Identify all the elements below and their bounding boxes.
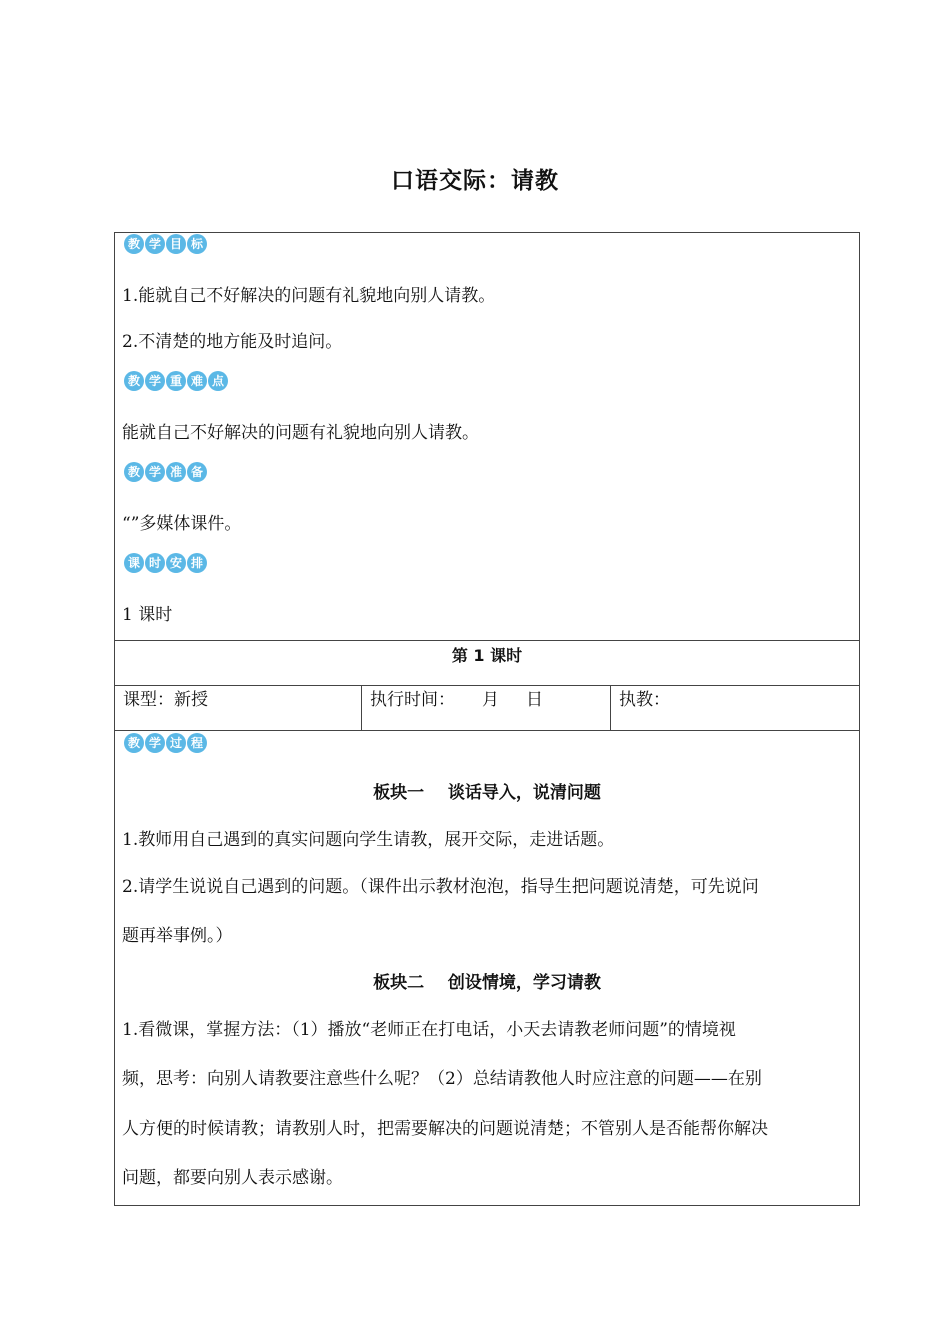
section-badge-schedule (124, 553, 207, 573)
section-badge-prep (124, 462, 207, 482)
badge-char: 教 (124, 733, 144, 753)
schedule-text: 1 课时 (122, 605, 173, 625)
badge-char: 学 (145, 234, 165, 254)
badge-char: 过 (166, 733, 186, 753)
goal-item-2: 2.不清楚的地方能及时追问。 (122, 332, 343, 352)
badge-char: 学 (145, 462, 165, 482)
block1-line-1: 1.教师用自己遇到的真实问题向学生请教，展开交际，走进话题。 (122, 830, 615, 850)
badge-char: 目 (166, 234, 186, 254)
badge-char: 点 (208, 371, 228, 391)
badge-char: 学 (145, 733, 165, 753)
prep-text: “”多媒体课件。 (122, 514, 242, 534)
badge-char: 课 (124, 553, 144, 573)
badge-char: 难 (187, 371, 207, 391)
section-badge-focus (124, 371, 228, 391)
block1-line-3: 题再举事例。） (122, 926, 233, 946)
block1-line-2: 2.请学生说说自己遇到的问题。（课件出示教材泡泡，指导生把问题说清楚，可先说问 (122, 877, 759, 897)
lesson-type: 课型：新授 (115, 686, 362, 730)
goal-item-1: 1.能就自己不好解决的问题有礼貌地向别人请教。 (122, 286, 496, 306)
badge-char: 程 (187, 733, 207, 753)
block2-line-2: 频，思考：向别人请教要注意些什么呢？（2）总结请教他人时应注意的问题——在别 (122, 1069, 762, 1089)
block2-heading: 板块二 创设情境，学习请教 (373, 973, 601, 993)
focus-text: 能就自己不好解决的问题有礼貌地向别人请教。 (122, 423, 479, 443)
badge-char: 重 (166, 371, 186, 391)
badge-char: 教 (124, 234, 144, 254)
block2-line-1: 1.看微课，掌握方法：（1）播放“老师正在打电话，小天去请教老师问题”的情境视 (122, 1020, 736, 1040)
info-row (114, 685, 860, 730)
badge-char: 教 (124, 371, 144, 391)
badge-char: 教 (124, 462, 144, 482)
block1-heading: 板块一 谈话导入，说清问题 (373, 783, 601, 803)
section-badge-goals (124, 234, 207, 254)
lesson-header: 第 1 课时 (114, 640, 860, 685)
badge-char: 标 (187, 234, 207, 254)
badge-char: 准 (166, 462, 186, 482)
badge-char: 时 (145, 553, 165, 573)
block2-line-4: 问题，都要向别人表示感谢。 (122, 1168, 343, 1188)
page-title: 口语交际：请教 (391, 168, 559, 194)
badge-char: 学 (145, 371, 165, 391)
section-badge-process (124, 733, 207, 753)
teacher: 执教： (619, 690, 670, 710)
badge-char: 安 (166, 553, 186, 573)
execution-time: 执行时间： 月 日 (362, 686, 611, 730)
block2-line-3: 人方便的时候请教；请教别人时，把需要解决的问题说清楚；不管别人是否能帮你解决 (122, 1119, 768, 1139)
badge-char: 排 (187, 553, 207, 573)
badge-char: 备 (187, 462, 207, 482)
